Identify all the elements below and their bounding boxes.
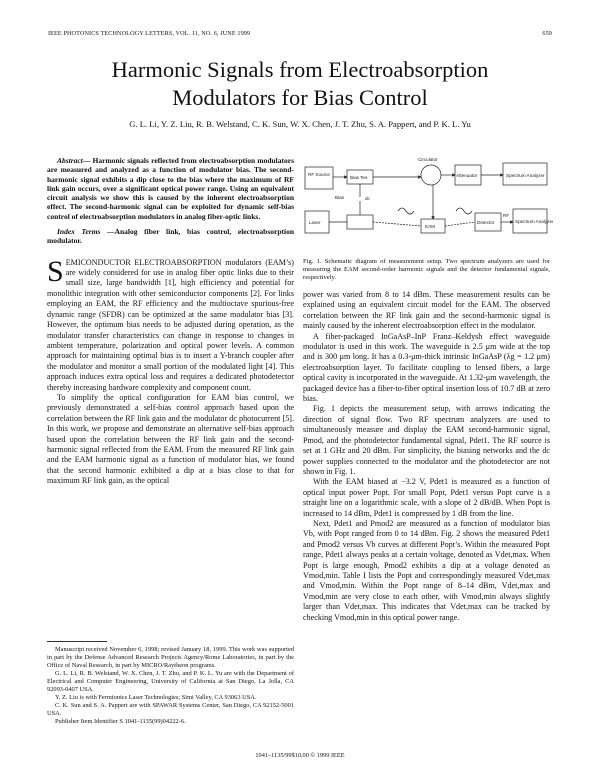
label-rf: RF [503, 213, 510, 218]
figure-1-caption: Fig. 1. Schematic diagram of measurement setup. Two spectrum analyzers are used for measuring the EAM second-order harmonic signals and the detector fundamental signals, respectively. [303, 258, 550, 282]
paragraph-setup: Fig. 1 depicts the measurement setup, with arrows indicating the direction of signal flow. Two RF spectrum analyzers are used to simultaneously measure and display the EAM second-harmonic signal, Pmod, and the photodetector fundamental signal, Pdet1. The RF source is set at 1 GHz and 20 dBm. For simplicity, the biasing networks and the dc power supplies connected to the modulator and the photodetector are not shown in Fig. 1. [303, 404, 550, 476]
label-rf-source: RF Source [308, 172, 330, 177]
label-spectrum-analyzer-2: Spectrum Analyzer [515, 219, 553, 224]
figure-1 [303, 153, 553, 255]
footnotes [47, 635, 294, 726]
abstract-text: Harmonic signals reflected from electroabsorption modulators are measured and analyzed as a function of modulator bias. The second-harmonic signal exhibits a dip close to the bias where the maximum of RF link gain occurs, over a significant optical power range. Using an equivalent circuit analysis we show this is caused by the inherent electroabsorption effect. The second-harmonic signal can be exploited for dynamic self-bias control of electroabsorption modulators in analog fiber-optic links. [47, 156, 294, 221]
label-circulator: Circulator [418, 157, 438, 162]
footnote-3: Y. Z. Liu is with Fermionics Laser Technologies; Simi Valley, CA 93063 USA. [55, 694, 257, 701]
left-column [47, 156, 294, 487]
paragraph-continued: power was varied from 8 to 14 dBm. These measurement results can be explained using an equivalent circuit model for the EAM. The observed correlation between the RF link gain and the second-harmonic signal is mainly caused by the inherent electroabsorption effect in the modulator. [303, 290, 550, 331]
drop-cap: S [47, 254, 64, 288]
label-laser: Laser [309, 220, 321, 225]
setup-diagram [303, 153, 553, 255]
footnote-5: Publisher Item Identifier S 1041-1135(99)04222-6. [55, 718, 186, 725]
index-terms-text: Analog fiber link, bias control, electroabsorption modulator. [47, 227, 294, 246]
abstract [47, 156, 294, 221]
index-terms-label: Index Terms — [57, 227, 115, 237]
paragraph-results: Next, Pdet1 and Pmod2 are measured as a function of modulator bias Vb, with Popt ranged from 0 to 14 dBm. Fig. 2 shows the measured Pdet1 and Pmod2 versus Vb curves at different Popt’s. Within the measured Popt range, Pdet1 always peaks at a certain voltage, denoted as Vdet,max. When Popt is large enough, Pmod2 exhibits a dip at a voltage denoted as Vmod,min. Table I lists the Popt and correspondingly measured Vdet,max and Vmod,min. Within the Popt range of 8–14 dBm, Vdet,max and Vmod,min are very close to each other, with Vmod,min always slightly larger than Vdet,max. This indicates that Vdet,max can be tracked by checking Vmod,min in this optical power range. [303, 518, 550, 622]
label-bias: Bias [335, 195, 344, 200]
author-list: G. L. Li, Y. Z. Liu, R. B. Welstand, C. K. Sun, W. X. Chen, J. T. Zhu, S. A. Pappert, and P. K. L. Yu [129, 119, 471, 129]
footnote-4: C. K. Sun and S. A. Pappert are with SPAWAR Systems Center, San Diego, CA 92152-5001 USA. [47, 702, 294, 717]
paper-title [40, 56, 560, 112]
title-line-2: Modulators for Bias Control [172, 85, 428, 110]
paragraph-bias: With the EAM biased at −3.2 V, Pdet1 is measured as a function of optical input power Popt. For small Popt, Pdet1 versus Popt curve is a straight line on a logarithmic scale, with a slope of 2 dB/dB. When Popt is increased to 14 dBm, Pdet1 is compressed by 1 dB from the line. [303, 477, 550, 518]
running-header: IEEE PHOTONICS TECHNOLOGY LETTERS, VOL. 11, NO. 6, JUNE 1999 [48, 30, 251, 37]
right-column [303, 290, 550, 623]
index-terms [47, 227, 294, 246]
copyright-line: 1041–1135/99$10.00 © 1999 IEEE [255, 752, 345, 759]
footnote-1: Manuscript received November 6, 1998; revised January 18, 1999. This work was supported in part by the Defense Advanced Research Projects Agency/Rome Laboratories, in part by the Office of Naval Research, in part by MICRO/Raytheon programs. [47, 646, 294, 669]
label-dc: dc [365, 196, 370, 201]
title-line-1: Harmonic Signals from Electroabsorption [111, 57, 489, 82]
label-attenuator: Attenuator [456, 173, 478, 178]
abstract-label: Abstract— [57, 156, 91, 165]
label-detector: Detector [477, 220, 495, 225]
intro-paragraph-1 [47, 254, 294, 393]
label-bias-tee: Bias Tee [350, 175, 368, 180]
label-eam: EAM [425, 224, 435, 229]
page-number: 659 [542, 30, 552, 37]
label-spectrum-analyzer: Spectrum Analyzer [506, 173, 545, 178]
footnote-rule [47, 641, 107, 642]
intro-paragraph-2: To simplify the optical configuration for EAM bias control, we previously demonstrated a self-bias control approach based upon the correlation between the RF link gain and the modulator dc photocurrent [5]. In this work, we propose and demonstrate an alternative self-bias approach based upon the correlation between the RF link gain and the second-harmonic signal reflected from the EAM. From the measured RF link gain and the EAM harmonic signal as a function of modulator bias, we found that the second harmonic exhibited a dip at a bias close to that for maximum RF link gain, as the optical [47, 392, 294, 486]
intro-p1-text: EMICONDUCTOR ELECTROABSORPTION modulators (EAM’s) are widely considered for use in analog fiber optic links due to their small size, large bandwidth [1], high efficiency and potential for monolithic integration with other semiconductor components [2]. For links employing an EAM, the RF efficiency and the multioctave spurious-free dynamic range (SFDR) can be optimized at the same modulator bias [3]. However, the optimum bias needs to be adjusted during operation, as the modulator transfer characteristics can change in response to changes in ambient temperature, polarization and optical power levels. A common approach for maintaining optimal bias is to insert a Y-branch coupler after the modulator and monitor a small portion of the modulated light [4]. This approach induces extra optical loss and requires a dedicated photodetector thereby increasing hardware complexity and component count. [47, 257, 294, 392]
paragraph-device: A fiber-packaged InGaAsP–InP Franz–Keldysh effect waveguide modulator is used in this work. The waveguide is 2.5 μm wide at the top and is 300 μm long. It has a 0.3-μm-thick intrinsic InGaAsP (λg = 1.2 μm) electroabsorption layer. To facilitate coupling to lensed fibers, a large optical cavity is incorporated in the waveguide. At 1.32-μm wavelength, the packaged device has a fiber-to-fiber optical insertion loss of 10.7 dB at zero bias. [303, 331, 550, 404]
footnote-2: G. L. Li, R. B. Welstand, W. X. Chen, J. T. Zhu, and P. K. L. Yu are with the Department of Electrical and Computer Engineering, University of California at San Diego, La Jolla, CA 92093-0407 USA. [47, 670, 294, 693]
